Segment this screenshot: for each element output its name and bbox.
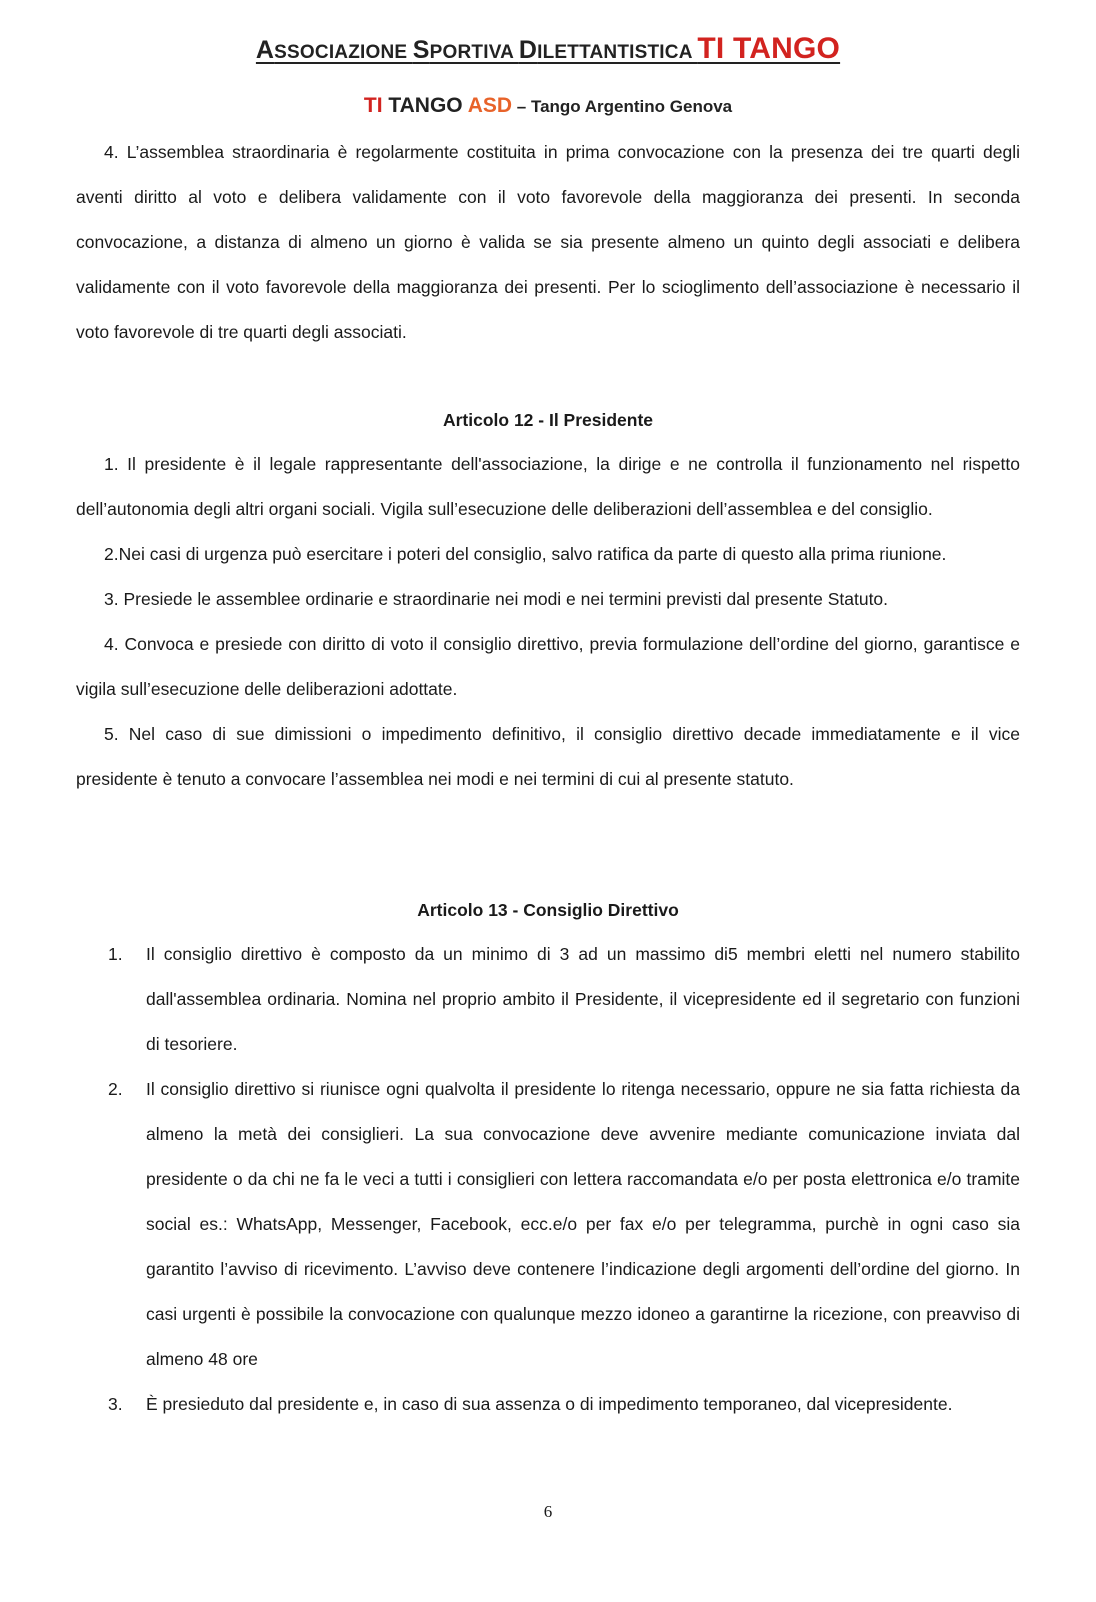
title-initial-s: S	[412, 36, 430, 64]
art12-paragraph: 4. Convoca e presiede con diritto di voto il consiglio direttivo, previa formulazione dell’ordine del giorno, garantisce e vigila sull’esecuzione delle deliberazioni adottate.	[76, 634, 1020, 699]
art12-paragraph: 2.Nei casi di urgenza può esercitare i poteri del consiglio, salvo ratifica da parte di questo alla prima riunione.	[104, 544, 947, 564]
list-item-text: Il consiglio direttivo è composto da un minimo di 3 ad un massimo di5 membri eletti nel numero stabilito dall'assemblea ordinaria. Nomina nel proprio ambito il Presidente, il vicepresidente ed il segretario con funzioni di tesoriere.	[146, 944, 1020, 1054]
association-subtitle	[0, 94, 1096, 118]
title-brand: TI TANGO	[697, 32, 841, 65]
list-item	[76, 932, 1020, 1067]
subtitle-asd: ASD	[467, 94, 513, 117]
title-part-d: ILETTANTISTICA	[537, 42, 698, 63]
association-title-underlined	[256, 32, 840, 66]
title-part-a: SSOCIAZIONE	[274, 42, 413, 63]
list-item-number: 1.	[108, 944, 123, 964]
list-item-number: 2.	[108, 1079, 123, 1099]
association-title	[0, 32, 1096, 66]
list-item	[76, 1067, 1020, 1382]
art13-heading: Articolo 13 - Consiglio Direttivo	[417, 900, 679, 920]
title-initial-a: A	[255, 36, 275, 64]
art12-heading: Articolo 12 - Il Presidente	[442, 410, 654, 430]
art12-section	[76, 442, 1020, 802]
list-item-text: Il consiglio direttivo si riunisce ogni qualvolta il presidente lo ritenga necessario, oppure ne sia fatta richiesta da almeno la metà dei consiglieri. La sua convocazione deve avvenire mediante comunicazione inviata dal presidente o da chi ne fa le veci a tutti i consiglieri con lettera raccomandata e/o per posta elettronica e/o tramite social es.: WhatsApp, Messenger, Facebook, ecc.e/o per fax e/o per telegramma, purchè in ogni caso sia garantito l’avviso di ricevimento. L’avviso deve contenere l’indicazione degli argomenti dell’ordine del giorno. In casi urgenti è possibile la convocazione con qualunque mezzo idoneo a garantirne la ricezione, con preavviso di almeno 48 ore	[146, 1079, 1020, 1369]
subtitle-ti: TI	[363, 94, 389, 117]
list-item-number: 3.	[108, 1394, 123, 1414]
art11-section	[76, 130, 1020, 355]
list-item-text: È presieduto dal presidente e, in caso di sua assenza o di impedimento temporaneo, dal vicepresidente.	[146, 1394, 953, 1414]
art12-paragraph: 5. Nel caso di sue dimissioni o impedimento definitivo, il consiglio direttivo decade immediatamente e il vice presidente è tenuto a convocare l’assemblea nei modi e nei termini di cui al presente statuto.	[76, 724, 1020, 789]
art11-paragraph-4: 4. L’assemblea straordinaria è regolarmente costituita in prima convocazione con la presenza dei tre quarti degli aventi diritto al voto e delibera validamente con il voto favorevole della maggioranza dei presenti. In seconda convocazione, a distanza di almeno un giorno è valida se sia presente almeno un quinto degli associati e delibera validamente con il voto favorevole della maggioranza dei presenti. Per lo scioglimento dell’associazione è necessario il voto favorevole di tre quarti degli associati.	[76, 142, 1020, 342]
title-part-s: PORTIVA	[429, 42, 519, 63]
subtitle-tango: TANGO	[388, 94, 468, 117]
art12-paragraph: 1. Il presidente è il legale rappresentante dell'associazione, la dirige e ne controlla il funzionamento nel rispetto dell’autonomia degli altri organi sociali. Vigila sull’esecuzione delle deliberazioni dell’assemblea e del consiglio.	[76, 454, 1020, 519]
list-item	[76, 1382, 1020, 1427]
subtitle-rest: – Tango Argentino Genova	[512, 97, 733, 116]
art12-paragraph: 3. Presiede le assemblee ordinarie e straordinarie nei modi e nei termini previsti dal presente Statuto.	[104, 589, 889, 609]
title-initial-d: D	[518, 36, 538, 64]
page-number: 6	[543, 1502, 553, 1521]
art13-list	[76, 932, 1020, 1427]
